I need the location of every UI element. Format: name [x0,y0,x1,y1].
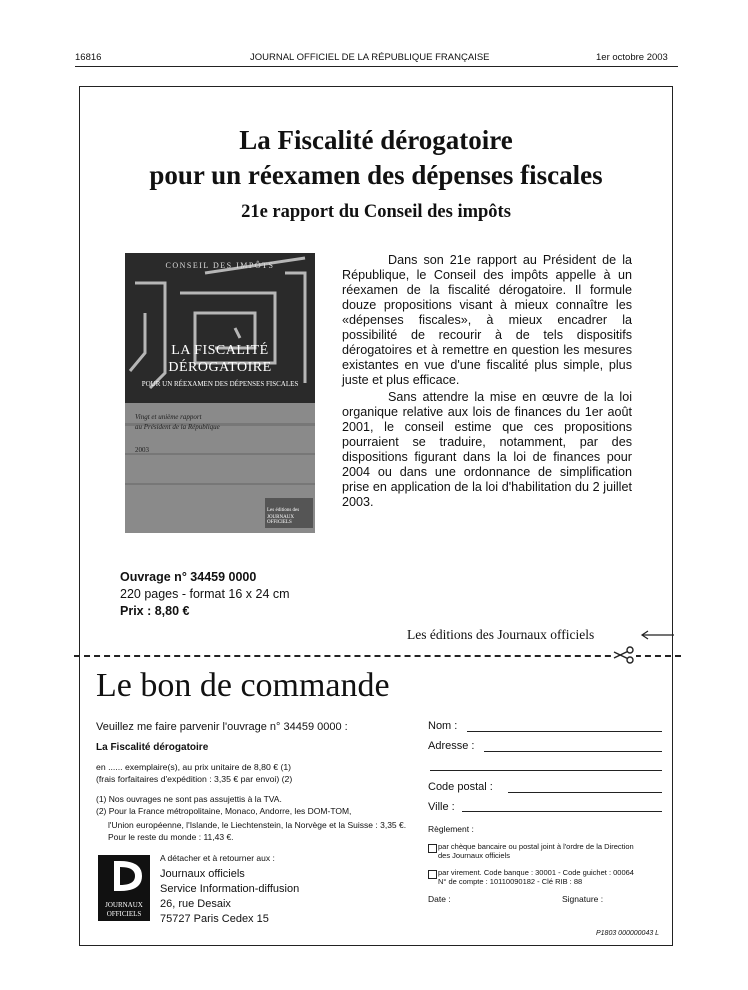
cheque-option-line1: par chèque bancaire ou postal joint à l'ordre de la Direction [438,842,634,851]
reglement-label: Règlement : [428,824,474,834]
adresse-label: Adresse : [428,740,475,752]
editions-label: Les éditions des Journaux officiels [407,627,595,642]
cover-title-line2: DÉROGATOIRE [168,360,272,375]
ville-field[interactable] [462,811,662,812]
book-cover-image [125,253,315,533]
address-line-3: 26, rue Desaix [160,898,231,910]
cover-title-line1: LA FISCALITÉ [171,343,269,358]
book-subtitle: 21e rapport du Conseil des impôts [241,202,511,222]
code-postal-field[interactable] [508,792,662,793]
logo-mark [98,855,150,901]
address-line-1: Journaux officiels [160,868,245,880]
cover-report-line1: Vingt et unième rapport [135,413,202,421]
adresse-field[interactable] [484,751,662,752]
logo-text-line1: JOURNAUX [105,901,143,909]
reference-code: P1803 000000043 L [596,930,660,937]
page-number: 16816 [75,52,102,63]
footnote-2-line3: Pour le reste du monde : 11,43 €. [108,832,234,842]
ouvrage-number: Ouvrage n° 34459 0000 [120,570,257,584]
publication-date: 1er octobre 2003 [596,52,668,63]
order-request: Veuillez me faire parvenir l'ouvrage n° 34459 0000 : [96,721,348,733]
arrow-left-icon [640,629,676,641]
footnote-1: (1) Nos ouvrages ne sont pas assujettis à la TVA. [96,794,282,804]
nom-label: Nom : [428,720,458,732]
order-book-title: La Fiscalité dérogatoire [96,742,209,753]
address-line-2: Service Information-diffusion [160,883,300,895]
cover-maze-pattern [125,253,315,533]
cover-report-line2: au Président de la République [135,423,220,431]
order-quantity-line: en ...... exemplaire(s), au prix unitaire de 8,80 € (1) [96,762,292,772]
cut-line [74,655,681,657]
order-form-title: Le bon de commande [96,667,390,704]
book-format: 220 pages - format 16 x 24 cm [120,587,290,601]
nom-field[interactable] [467,731,662,732]
ville-label: Ville : [428,801,455,813]
description-paragraph-2: Sans attendre la mise en œuvre de la loi organique relative aux lois de finances du 1er août 2001, le conseil estime que ces propositions pourraient se traduire, notamment, par des dispositions figurant dans la loi de finances pour 2004 ou dans une ordonnance de simplification prise en application de la loi d'habilitation du 2 juillet 2003. [342,390,632,509]
signature-label: Signature : [562,894,604,904]
book-title-line2: pour un réexamen des dépenses fiscales [149,160,603,190]
book-price: Prix : 8,80 € [120,604,190,618]
logo-text-line2: OFFICIELS [106,910,142,918]
scissors-icon [612,646,636,664]
footnote-2-line2: l'Union européenne, l'Islande, le Liechtenstein, la Norvège et la Suisse : 3,35 €. [108,820,407,830]
order-shipping-line: (frais forfaitaires d'expédition : 3,35 € par envoi) (2) [96,774,293,784]
cheque-checkbox[interactable] [428,844,437,853]
detach-instruction: A détacher et à retourner aux : [160,853,275,863]
virement-checkbox[interactable] [428,870,437,879]
header-rule [75,66,678,67]
cheque-option-line2: des Journaux officiels [438,851,510,860]
date-label: Date : [428,894,451,904]
cover-year: 2003 [135,446,149,454]
footnote-2-line1: (2) Pour la France métropolitaine, Monaco, Andorre, les DOM-TOM, [96,806,352,816]
journal-title: JOURNAL OFFICIEL DE LA RÉPUBLIQUE FRANÇAISE [250,52,490,63]
cover-subtitle: POUR UN RÉEXAMEN DES DÉPENSES FISCALES [141,380,299,388]
description-paragraph-1: Dans son 21e rapport au Président de la République, le Conseil des impôts appelle à un réexamen de la fiscalité dérogatoire. Il formule douze propositions visant à mieux connaître les «dépenses fiscales», à mieux encadrer la possibilité de recourir à de tels dispositifs dérogatoires et à remettre en question les mesures existantes en vue d'une fiscalité plus simple, plus juste et plus efficace. [342,253,632,387]
cover-top-text: CONSEIL DES IMPÔTS [165,261,275,270]
cover-publisher-line1: Les éditions des [267,508,300,513]
book-title-line1: La Fiscalité dérogatoire [239,125,513,155]
cover-publisher-line2: JOURNAUX OFFICIELS [267,515,294,525]
address-line-4: 75727 Paris Cedex 15 [160,913,269,925]
description-text [342,253,632,510]
virement-option-line1: par virement. Code banque : 30001 - Code guichet : 00064 [438,868,634,877]
adresse-field-line2[interactable] [430,770,662,771]
journaux-officiels-logo [98,855,150,921]
code-postal-label: Code postal : [428,781,493,793]
virement-option-line2: N° de compte : 10110090182 - Clé RIB : 88 [438,877,583,886]
